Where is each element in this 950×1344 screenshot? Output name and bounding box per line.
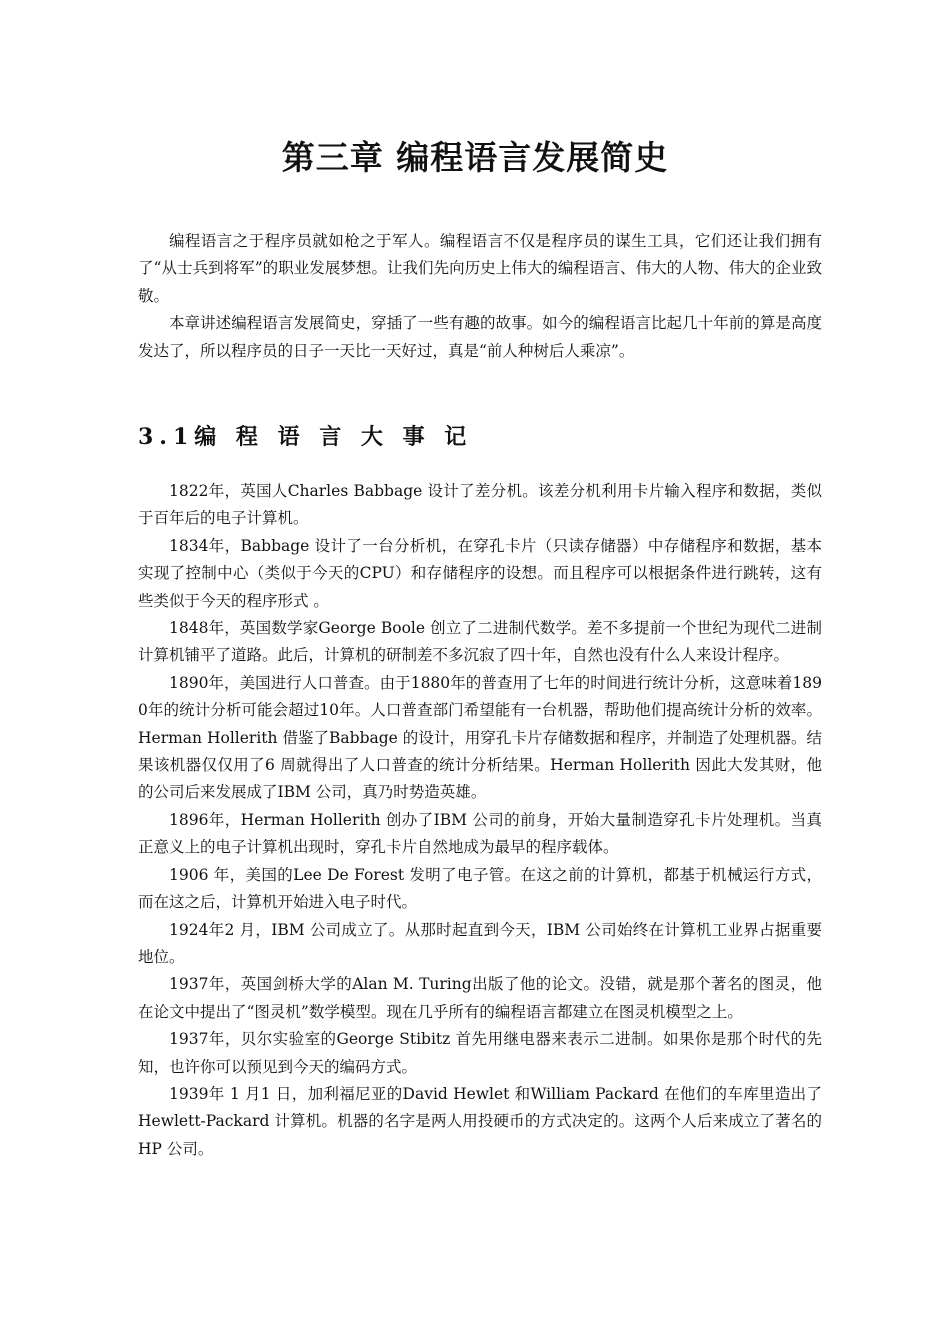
- intro-paragraph: 本章讲述编程语言发展简史，穿插了一些有趣的故事。如今的编程语言比起几十年前的算是高度发达了，所以程序员的日子一天比一天好过，真是“前人种树后人乘凉”。: [138, 314, 822, 360]
- event-paragraph: 1890年，美国进行人口普查。由于1880年的普查用了七年的时间进行统计分析，这意味着1890年的统计分析可能会超过10年。人口普查部门希望能有一台机器，帮助他们提高统计分析的效率。Herman Hollerith 借鉴了Babbage 的设计，用穿孔卡片存储数据和程序，并制造了处理机器。结果该机器仅仅用了6 周就得出了人口普查的统计分析结果。Herman Hollerith 因此大发其财，他的公司后来发展成了IBM 公司，真乃时势造英雄。: [138, 673, 822, 802]
- chapter-intro: [138, 228, 822, 365]
- event-paragraph: 1924年2 月，IBM 公司成立了。从那时起直到今天，IBM 公司始终在计算机工业界占据重要地位。: [138, 920, 822, 966]
- event-paragraph: 1937年，贝尔实验室的George Stibitz 首先用继电器来表示二进制。如果你是那个时代的先知，也许你可以预见到今天的编码方式。: [138, 1030, 822, 1076]
- event-paragraph: 1896年，Herman Hollerith 创办了IBM 公司的前身，开始大量制造穿孔卡片处理机。当真正意义上的电子计算机出现时，穿孔卡片自然地成为最早的程序载体。: [138, 810, 822, 857]
- event-paragraph: 1822年，英国人Charles Babbage 设计了差分机。该差分机利用卡片输入程序和数据，类似于百年后的电子计算机。: [138, 482, 822, 528]
- event-paragraph: 1834年，Babbage 设计了一台分析机，在穿孔卡片（只读存储器）中存储程序和数据，基本实现了控制中心（类似于今天的CPU）和存储程序的设想。而且程序可以根据条件进行跳转，这有些类似于今天的程序形式 。: [138, 536, 822, 610]
- section-title: 3.1编 程 语 言 大 事 记: [138, 424, 473, 450]
- event-paragraph: 1937年，英国剑桥大学的Alan M. Turing出版了他的论文。没错，就是那个著名的图灵，他在论文中提出了“图灵机”数学模型。现在几乎所有的编程语言都建立在图灵机模型之上。: [138, 975, 822, 1021]
- event-paragraph: 1939年 1 月1 日，加利福尼亚的David Hewlet 和William Packard 在他们的车库里造出了Hewlett-Packard 计算机。机器的名字是两人用投硬币的方式决定的。这两个人后来成立了著名的HP 公司。: [138, 1084, 822, 1158]
- event-list: [138, 478, 822, 1163]
- chapter-title: 第三章 编程语言发展简史: [281, 138, 669, 177]
- intro-paragraph: 编程语言之于程序员就如枪之于军人。编程语言不仅是程序员的谋生工具，它们还让我们拥有了“从士兵到将军”的职业发展梦想。让我们先向历史上伟大的编程语言、伟大的人物、伟大的企业致敬。: [138, 232, 822, 305]
- event-paragraph: 1906 年，美国的Lee De Forest 发明了电子管。在这之前的计算机，都基于机械运行方式，而在这之后，计算机开始进入电子时代。: [138, 865, 822, 912]
- event-paragraph: 1848年，英国数学家George Boole 创立了二进制代数学。差不多提前一个世纪为现代二进制计算机铺平了道路。此后，计算机的研制差不多沉寂了四十年，自然也没有什么人来设计程序。: [138, 619, 822, 665]
